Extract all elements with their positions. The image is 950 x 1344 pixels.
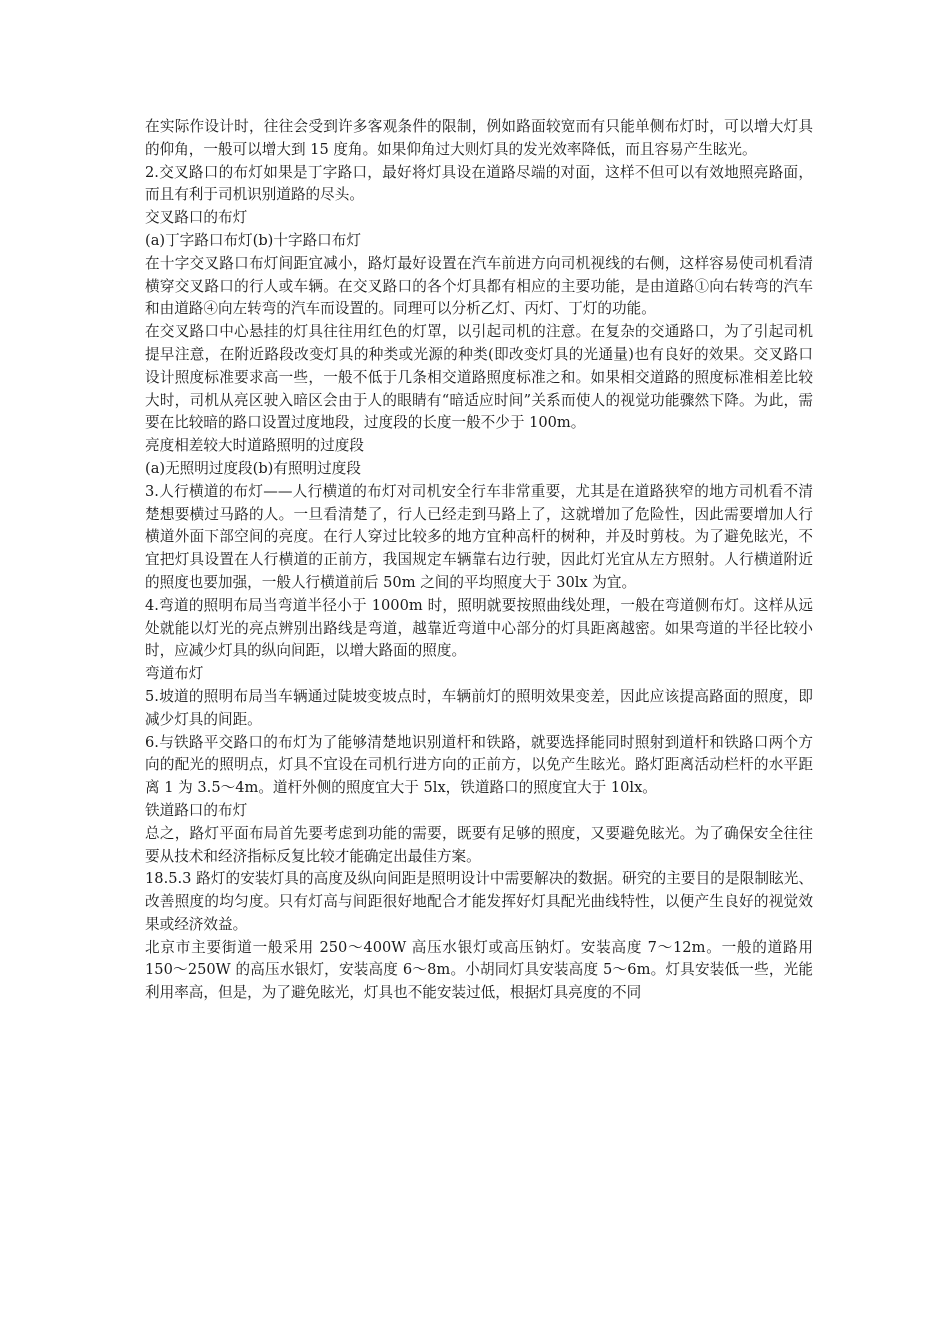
paragraph-beijing-streets: 北京市主要街道一般采用 250～400W 高压水银灯或高压钠灯。安装高度 7～12m。一般的道路用 150～250W 的高压水银灯，安装高度 6～8m。小胡同灯具安装高度 5～6m。灯具安装低一些，光能利用率高，但是，为了避免眩光，灯具也不能安装过低，根据灯具亮度的不同 [145, 938, 813, 1002]
paragraph-crossroad-spacing: 在十字交叉路口布灯间距宜减小，路灯最好设置在汽车前进方向司机视线的右侧，这样容易使司机看清横穿交叉路口的行人或车辆。在交叉路口的各个灯具都有相应的主要功能，是由道路①向右转弯的汽车和由道路④向左转弯的汽车而设置的。同理可以分析乙灯、丙灯、丁灯的功能。 [145, 254, 813, 318]
figure-subcaption-transition: (a)无照明过度段(b)有照明过度段 [145, 459, 361, 477]
figure-caption-transition: 亮度相差较大时道路照明的过度段 [145, 437, 364, 455]
paragraph-red-lampshade: 在交叉路口中心悬挂的灯具往往用红色的灯罩，以引起司机的注意。在复杂的交通路口，为了引起司机提早注意，在附近路段改变灯具的种类或光源的种类(即改变灯具的光通量)也有良好的效果。交叉路口设计照度标准要求高一些，一般不低于几条相交道路照度标准之和。如果相交道路的照度标准相差比较大时，司机从亮区驶入暗区会由于人的眼睛有“暗适应时间”关系而使人的视觉功能骤然下降。为此，需要在比较暗的路口设置过度地段，过度段的长度一般不少于 100m。 [145, 323, 813, 432]
paragraph-crosswalk-lighting: 3.人行横道的布灯——人行横道的布灯对司机安全行车非常重要，尤其是在道路狭窄的地方司机看不清楚想要横过马路的人。一旦看清楚了，行人已经走到马路上了，这就增加了危险性，因此需要增加人行横道外面下部空间的亮度。在行人穿过比较多的地方宜种高杆的树种，并及时剪枝。为了避免眩光，不宜把灯具设置在人行横道的正前方，我国规定车辆靠右边行驶，因此灯光宜从左方照射。人行横道附近的照度也要加强，一般人行横道前后 50m 之间的平均照度大于 30lx 为宜。 [145, 482, 813, 591]
figure-caption-curve: 弯道布灯 [145, 665, 204, 683]
paragraph-summary: 总之，路灯平面布局首先要考虑到功能的需要，既要有足够的照度，又要避免眩光。为了确保安全往往要从技术和经济指标反复比较才能确定出最佳方案。 [145, 824, 813, 865]
paragraph-design-constraints: 在实际作设计时，往往会受到许多客观条件的限制，例如路面较宽而有只能单侧布灯时，可以增大灯具的仰角，一般可以增大到 15 度角。如果仰角过大则灯具的发光效率降低，而且容易产生眩光。 [145, 118, 813, 158]
paragraph-section-18-5-3: 18.5.3 路灯的安装灯具的高度及纵向间距是照明设计中需要解决的数据。研究的主要目的是限制眩光、改善照度的均匀度。只有灯高与间距很好地配合才能发挥好灯具配光曲线特性，以便产生良好的视觉效果或经济效益。 [145, 870, 813, 933]
paragraph-intersection-lighting: 2.交叉路口的布灯如果是丁字路口，最好将灯具设在道路尽端的对面，这样不但可以有效地照亮路面，而且有利于司机识别道路的尽头。 [145, 163, 813, 204]
paragraph-slope-lighting: 5.坡道的照明布局当车辆通过陡坡变坡点时，车辆前灯的照明效果变差，因此应该提高路面的照度，即减少灯具的间距。 [145, 687, 813, 728]
document-body [145, 116, 813, 1005]
figure-caption-railway: 铁道路口的布灯 [145, 801, 248, 819]
figure-subcaption-intersection: (a)丁字路口布灯(b)十字路口布灯 [145, 231, 361, 249]
paragraph-railway-crossing: 6.与铁路平交路口的布灯为了能够清楚地识别道杆和铁路，就要选择能同时照射到道杆和铁路口两个方向的配光的照明点，灯具不宜设在司机行进方向的正前方，以免产生眩光。路灯距离活动栏杆的水平距离 1 为 3.5～4m。道杆外侧的照度宜大于 5lx，铁道路口的照度宜大于 10lx。 [145, 733, 813, 797]
paragraph-curve-lighting: 4.弯道的照明布局当弯道半径小于 1000m 时，照明就要按照曲线处理，一般在弯道侧布灯。这样从远处就能以灯光的亮点辨别出路线是弯道，越靠近弯道中心部分的灯具距离越密。如果弯道的半径比较小时，应减少灯具的纵向间距，以增大路面的照度。 [145, 596, 813, 660]
figure-caption-intersection: 交叉路口的布灯 [145, 209, 248, 227]
